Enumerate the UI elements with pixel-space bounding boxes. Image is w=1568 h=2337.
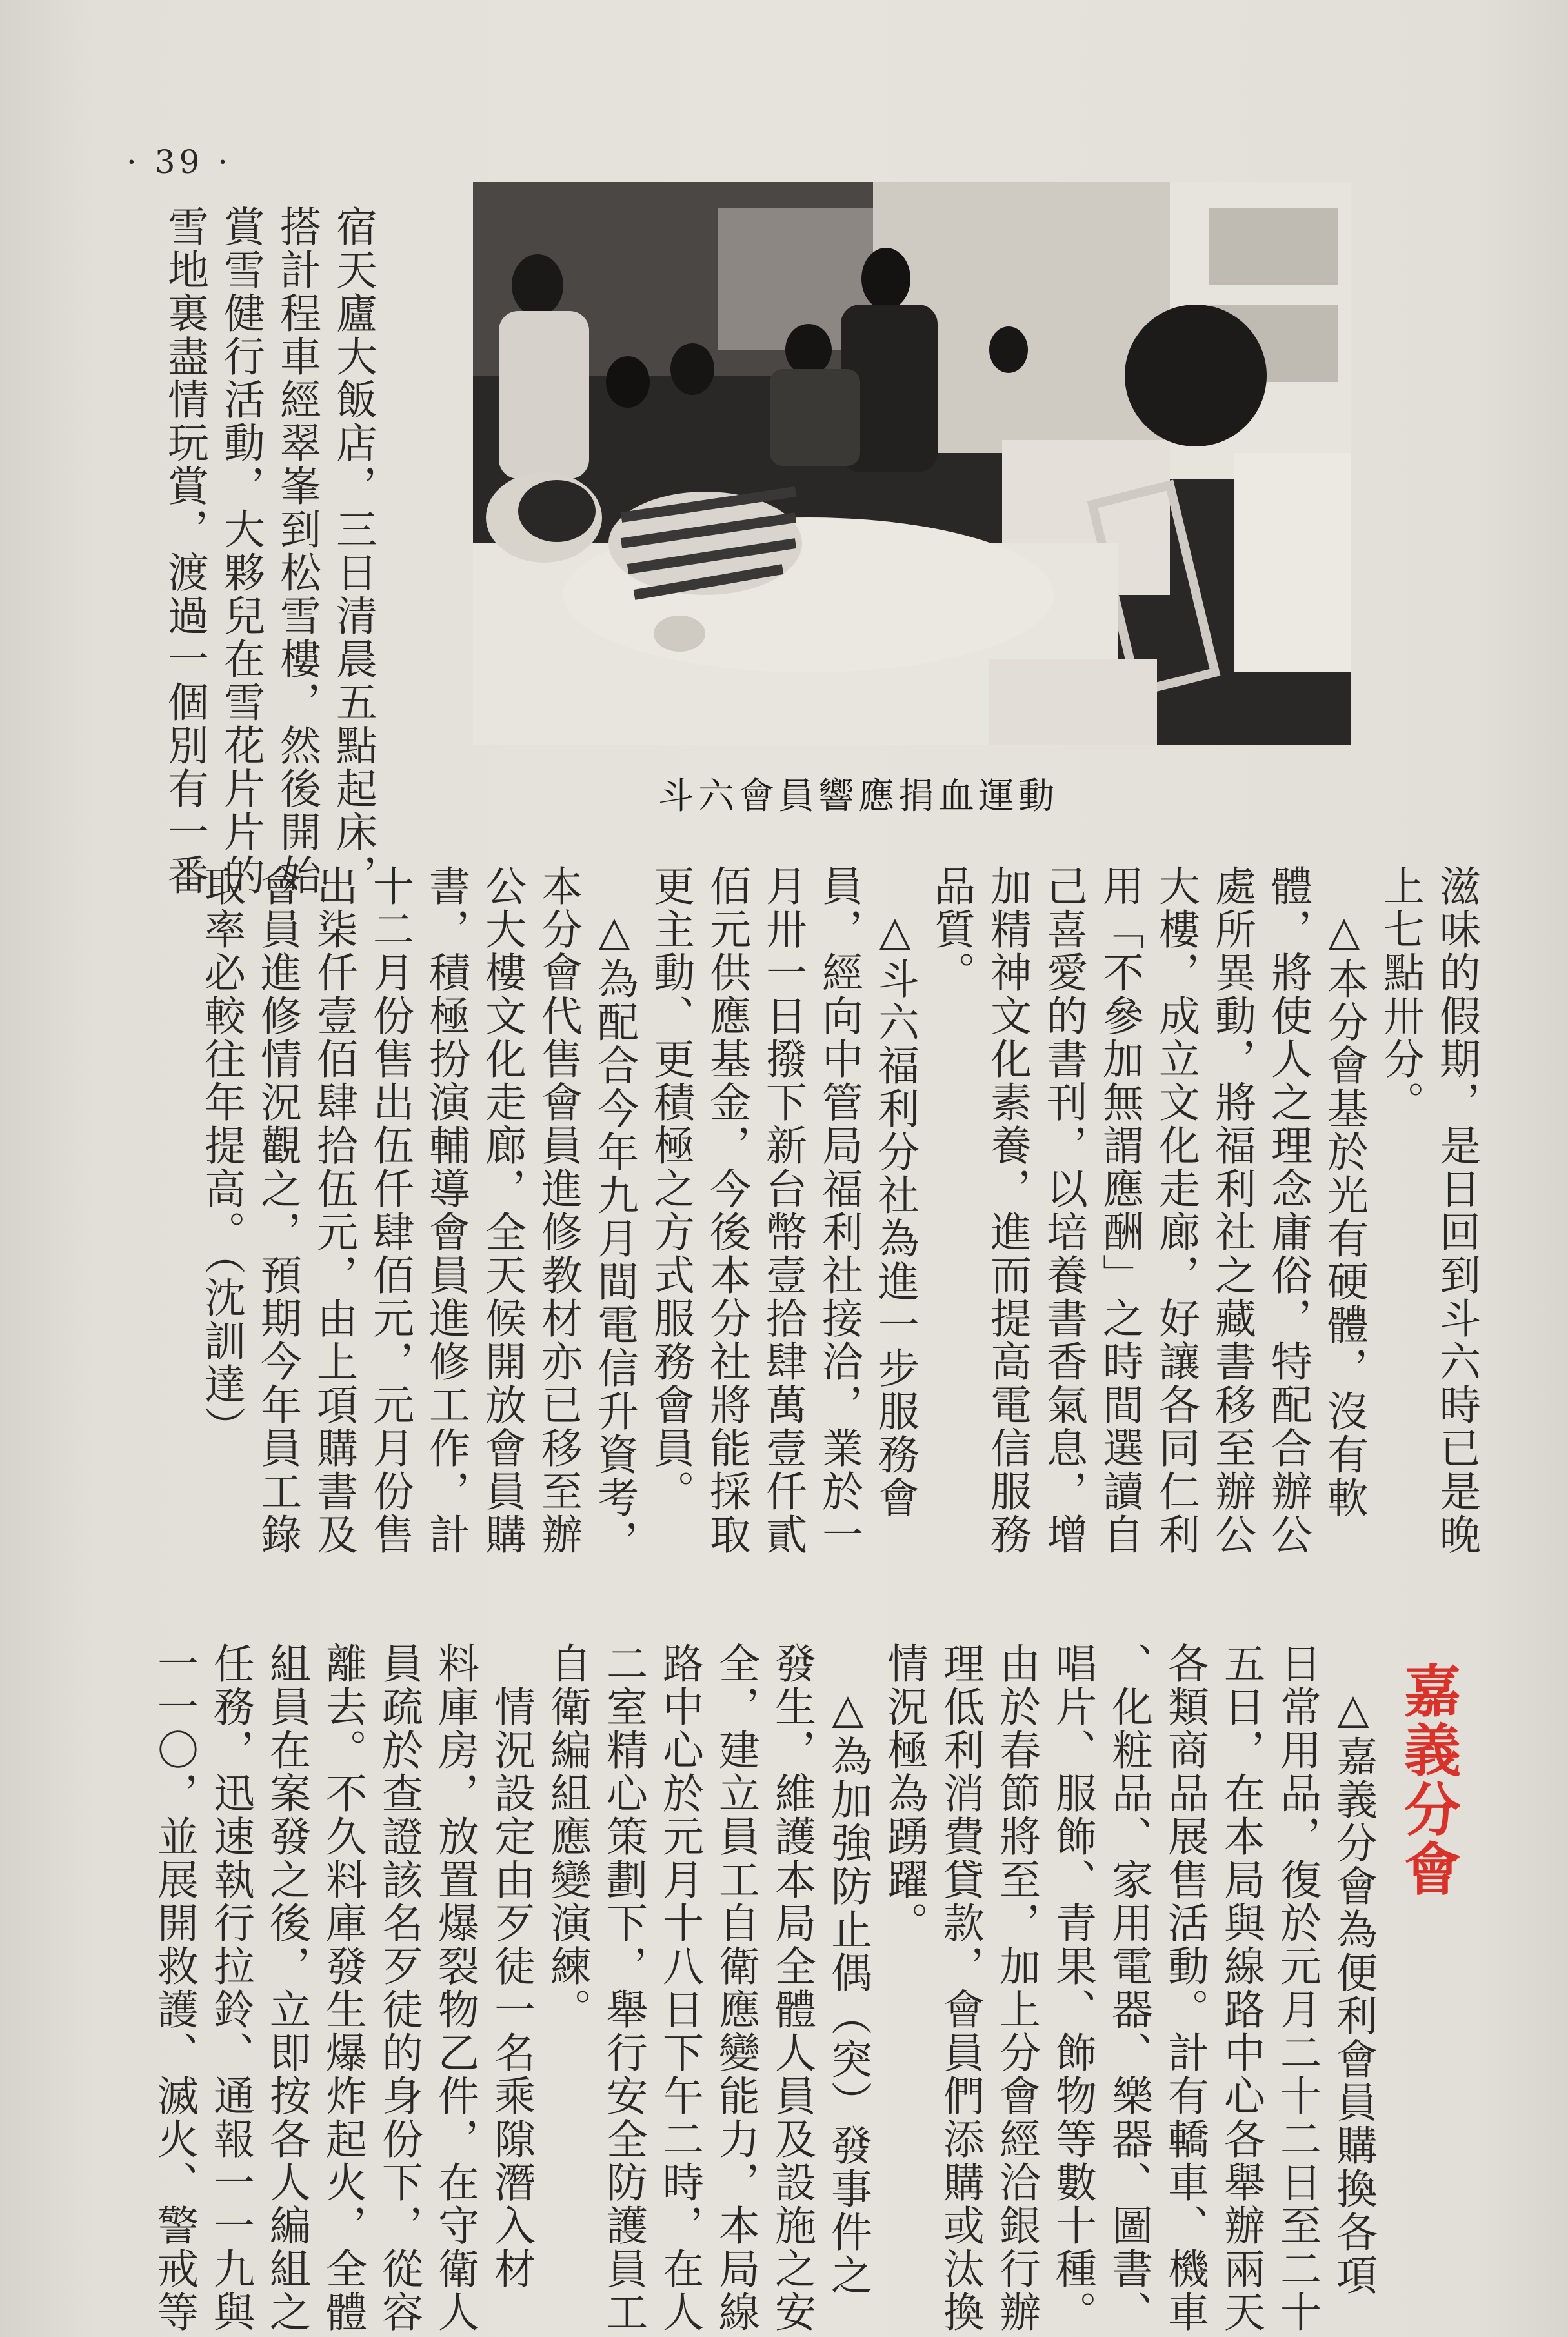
text-line: 會員進修情況觀之，預期今年員工錄	[254, 865, 301, 1556]
text-line: 品質。	[927, 865, 975, 994]
text-line: 處所異動，將福利社之藏書移至辦公	[1208, 865, 1256, 1556]
text-line: △為加強防止偶（突）發事件之	[824, 1642, 872, 2297]
text-line: 公大樓文化走廊，全天候開放會員購	[478, 865, 526, 1556]
blood-donation-photo	[473, 182, 1351, 745]
text-line: 月卅一日撥下新台幣壹拾肆萬壹仟貳	[759, 865, 807, 1556]
text-line: 五日，在本局與線路中心各舉辦兩天	[1217, 1642, 1265, 2334]
text-line: 發生，維護本局全體人員及設施之安	[768, 1642, 816, 2334]
text-line: 更主動、更積極之方式服務會員。	[647, 865, 694, 1513]
text-line: 十二月份售出伍仟肆佰元，元月份售	[366, 865, 414, 1556]
text-line: 全，建立員工自衛應變能力，本局線	[712, 1642, 759, 2334]
bottom-text-column	[148, 1642, 1381, 2334]
text-line: 員，經向中管局福利社接洽，業於一	[815, 865, 863, 1556]
text-line: 離去。不久料庫發生爆炸起火，全體	[319, 1642, 367, 2334]
text-line: 組員在案發之後，立即按各人編組之	[263, 1642, 310, 2334]
text-line: 出柒仟壹佰肆拾伍元，由上項購書及	[310, 865, 357, 1556]
section-title: 嘉義分會	[1395, 1661, 1462, 1899]
text-line: 二室精心策劃下，舉行安全防護員工	[599, 1642, 647, 2334]
text-line: 由於春節將至，加上分會經洽銀行辦	[992, 1642, 1040, 2334]
text-line: 體，將使人之理念庸俗，特配合辦公	[1264, 865, 1312, 1556]
text-line: △斗六福利分社為進一步服務會	[871, 865, 919, 1520]
text-line: 任務，迅速執行拉鈴、通報一一九與	[206, 1642, 254, 2334]
photo-image	[473, 182, 1351, 745]
text-line: 路中心於元月十八日下午二時，在人	[656, 1642, 703, 2334]
text-line: 取率必較往年提高。（沈訓達）	[197, 865, 245, 1449]
text-line: 一一〇，並展開救護、滅火、警戒等	[150, 1642, 198, 2334]
text-line: 上七點卅分。	[1376, 865, 1424, 1124]
text-line: 賞雪健行活動，大夥兒在雪花片片的	[217, 205, 265, 897]
text-line: 、化粧品、家用電器、樂器、圖書、	[1105, 1642, 1152, 2334]
text-line: 佰元供應基金，今後本分社將能採取	[703, 865, 750, 1556]
text-line: 己喜愛的書刊，以培養書香氣息，增	[1040, 865, 1087, 1556]
text-line: 大樓，成立文化走廊，好讓各同仁利	[1152, 865, 1200, 1556]
text-line: 搭計程車經翠峯到松雪樓，然後開始	[273, 205, 321, 897]
text-line: 自衛編組應變演練。	[543, 1642, 591, 2031]
photo-caption: 斗六會員響應捐血運動	[658, 776, 1058, 817]
page-number: · 39 ·	[126, 143, 232, 181]
text-line: 唱片、服飾、青果、飾物等數十種。	[1049, 1642, 1096, 2334]
show-through-texture	[1400, 194, 1529, 968]
text-line: 情況極為踴躍。	[880, 1642, 928, 1945]
text-line: 加精神文化素養，進而提高電信服務	[983, 865, 1031, 1556]
text-line: 雪地裏盡情玩賞，渡過一個別有一番	[161, 205, 208, 897]
text-line: 情況設定由歹徒一名乘隙潛入材	[487, 1642, 535, 2291]
text-line: 理低利消費貸款，會員們添購或汰換	[936, 1642, 984, 2334]
text-line: 滋味的假期，是日回到斗六時已是晚	[1432, 865, 1480, 1556]
text-line: 本分會代售會員進修教材亦已移至辦	[534, 865, 582, 1556]
text-line: △本分會基於光有硬體，沒有軟	[1320, 865, 1368, 1520]
text-line: 各類商品展售活動。計有轎車、機車	[1161, 1642, 1209, 2334]
text-line: 日常用品，復於元月二十二日至二十	[1273, 1642, 1321, 2334]
text-line: 用「不參加無謂應酬」之時間選讀自	[1096, 865, 1143, 1556]
text-line: 書，積極扮演輔導會員進修工作，計	[422, 865, 470, 1556]
text-line: 宿天廬大飯店，三日清晨五點起床，	[329, 205, 377, 897]
text-line: 員疏於查證該名歹徒的身份下，從容	[375, 1642, 423, 2334]
text-line: △嘉義分會為便利會員購換各項	[1329, 1642, 1377, 2297]
text-line: △為配合今年九月間電信升資考，	[590, 865, 638, 1563]
text-line: 料庫房，放置爆裂物乙件，在守衛人	[431, 1642, 479, 2334]
middle-text-column	[197, 865, 1484, 1563]
top-text-column	[123, 205, 381, 897]
